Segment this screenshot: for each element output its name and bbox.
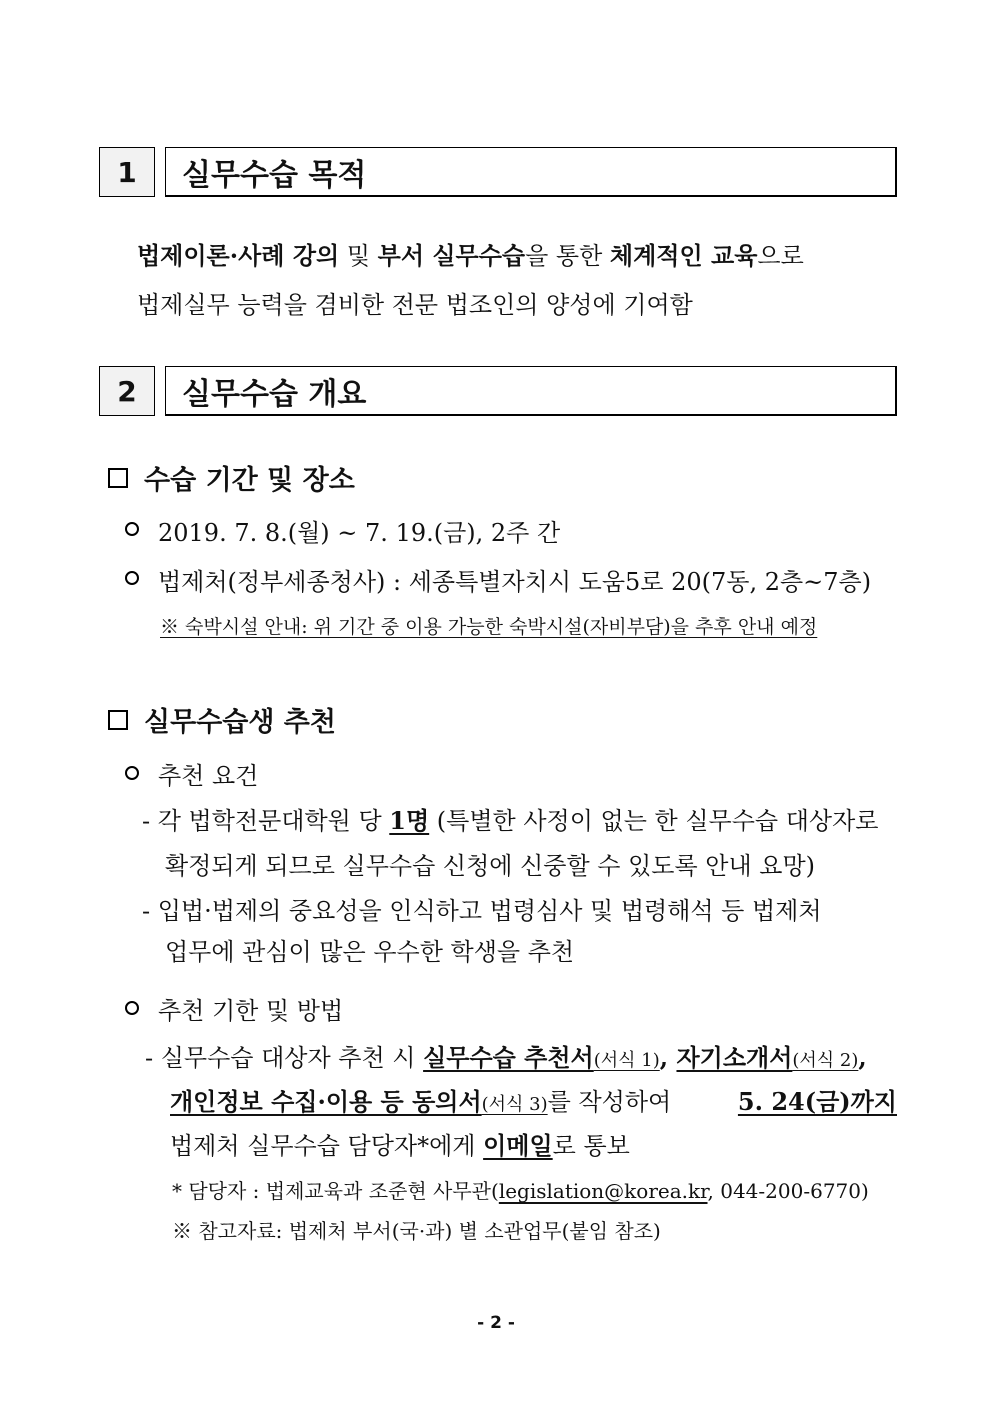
circle-bullet-icon: [125, 1001, 139, 1015]
period-place: 법제처(정부세종청사) : 세종특별자치시 도움5로 20(7동, 2층~7층): [158, 568, 872, 596]
contact-text: , 044-200-6770): [707, 1179, 869, 1203]
form-number: (서식 3): [481, 1094, 548, 1115]
req-item-2: - 입법·법제의 중요성을 인식하고 법령심사 및 법령해석 등 법제처: [142, 897, 822, 925]
form-number: (서식 2): [792, 1050, 859, 1071]
recommend-heading-text: 실무수습생 추천: [144, 707, 336, 738]
method-text: ,: [659, 1043, 677, 1072]
reference-note: ※ 참고자료: 법제처 부서(국·과) 별 소관업무(붙임 참조): [172, 1219, 661, 1243]
lodging-note: ※ 숙박시설 안내: 위 기간 중 이용 가능한 숙박시설(자비부담)을 추후 안내 예정: [160, 616, 818, 638]
method-text: ,: [858, 1043, 867, 1072]
section-2-header: [99, 366, 897, 418]
period-heading: [108, 458, 355, 497]
section-1-header: [99, 147, 897, 199]
method-line-2: [170, 1082, 897, 1117]
section-number: 2: [99, 366, 155, 416]
circle-bullet-icon: [125, 766, 139, 780]
page-number: - 2 -: [477, 1313, 515, 1333]
contact-note: [172, 1175, 869, 1204]
contact-text: * 담당자 : 법제교육과 조준현 사무관(: [172, 1179, 499, 1203]
period-heading-text: 수습 기간 및 장소: [144, 465, 355, 496]
email-method: 이메일: [483, 1131, 553, 1160]
circle-bullet-icon: [125, 571, 139, 585]
form-name: 자기소개서: [676, 1043, 793, 1072]
purpose-line-2: 법제실무 능력을 겸비한 전문 법조인의 양성에 기여함: [137, 291, 693, 319]
circle-bullet-icon: [125, 522, 139, 536]
method-line-3: [170, 1126, 630, 1161]
method-line-1: [145, 1038, 867, 1073]
checkbox-square-icon: [108, 468, 128, 488]
purpose-text: 부서 실무수습: [377, 241, 526, 270]
method-title: 추천 기한 및 방법: [158, 997, 344, 1025]
req-title: 추천 요건: [158, 762, 259, 790]
purpose-text: 으로: [757, 242, 804, 270]
method-text: 로 통보: [552, 1132, 630, 1160]
purpose-text: 및: [339, 242, 378, 270]
form-number: (서식 1): [593, 1050, 660, 1071]
purpose-line-1: [137, 236, 879, 271]
req-count: 1명: [389, 806, 430, 835]
req-item-1: [142, 801, 878, 836]
req-text: (특별한 사정이 없는 한 실무수습 대상자로: [429, 807, 879, 835]
section-number: 1: [99, 147, 155, 197]
deadline: 5. 24(금)까지: [737, 1087, 897, 1116]
method-text: - 실무수습 대상자 추천 시: [145, 1044, 424, 1072]
period-date: 2019. 7. 8.(월) ~ 7. 19.(금), 2주 간: [158, 519, 561, 547]
section-title: 실무수습 목적: [165, 147, 897, 197]
checkbox-square-icon: [108, 710, 128, 730]
contact-email[interactable]: legislation@korea.kr: [498, 1179, 708, 1203]
recommend-heading: [108, 700, 336, 739]
purpose-text: 체계적인 교육: [609, 241, 758, 270]
method-text: 를 작성하여: [547, 1088, 672, 1116]
form-name: 실무수습 추천서: [423, 1043, 594, 1072]
form-name: 개인정보 수집·이용 등 동의서: [170, 1087, 482, 1116]
section-title: 실무수습 개요: [165, 366, 897, 416]
method-text: 법제처 실무수습 담당자*에게: [170, 1132, 484, 1160]
req-text: - 각 법학전문대학원 당: [142, 807, 390, 835]
purpose-text: 을 통한: [525, 242, 610, 270]
purpose-text: 법제이론·사례 강의: [137, 241, 340, 270]
req-item-2-cont: 업무에 관심이 많은 우수한 학생을 추천: [165, 938, 575, 966]
req-item-1-cont: 확정되게 되므로 실무수습 신청에 신중할 수 있도록 안내 요망): [165, 852, 815, 880]
